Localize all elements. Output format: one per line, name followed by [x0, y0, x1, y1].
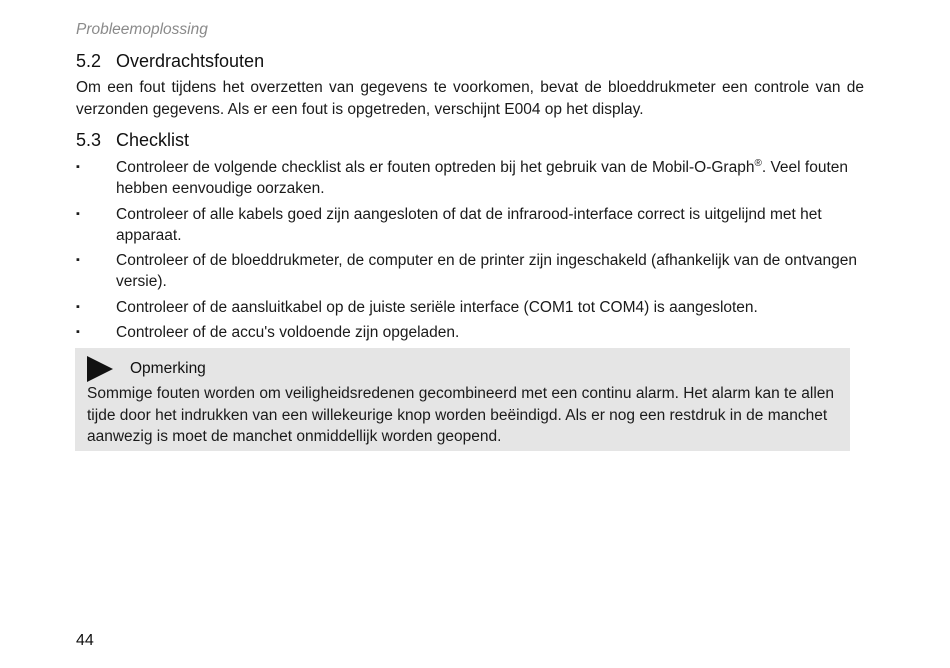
bullet-icon: ▪	[76, 161, 80, 173]
page-number: 44	[76, 632, 94, 649]
section-number: 5.2	[76, 51, 102, 71]
document-page	[76, 0, 864, 668]
section-heading-5-2	[76, 51, 264, 72]
bullet-icon: ▪	[76, 254, 80, 266]
checklist-item-text: Controleer of de accu's voldoende zijn opgeladen.	[116, 324, 460, 341]
play-triangle-icon	[87, 356, 113, 382]
checklist-item	[76, 250, 864, 292]
note-body: Sommige fouten worden om veiligheidsredenen gecombineerd met een continu alarm. Het alarm kan te allen tijde door het indrukken van een willekeurige knop worden beëindigd. Als er nog een restdruk in de manchet aanwezig is moet de manchet onmiddellijk worden geopend.	[87, 385, 834, 445]
section-heading-5-3	[76, 130, 189, 151]
bullet-icon: ▪	[76, 207, 80, 220]
checklist-item-text-part: . Veel fouten hebben eenvoudige oorzaken.	[116, 159, 849, 197]
note-box	[75, 348, 850, 451]
running-header: Probleemoplossing	[76, 21, 208, 38]
checklist-item-text: Controleer of alle kabels goed zijn aangesloten of dat de infrarood-interface correct is uitgelijnd met het apparaat.	[116, 205, 822, 244]
section-title: Checklist	[116, 130, 190, 150]
bullet-icon: ▪	[76, 300, 80, 313]
note-title: Opmerking	[130, 360, 206, 377]
section-title: Overdrachtsfouten	[116, 51, 265, 71]
note-header	[87, 356, 206, 382]
checklist-item-text: Controleer of de bloeddrukmeter, de computer en de printer zijn ingeschakeld (afhankelijk van de ontvangen versie).	[116, 252, 858, 290]
checklist-item-text: Controleer of de aansluitkabel op de juiste seriële interface (COM1 tot COM4) is aangesloten.	[116, 298, 758, 316]
checklist-item	[76, 157, 864, 199]
bullet-icon: ▪	[76, 326, 80, 338]
checklist-item-text	[116, 159, 848, 197]
registered-mark: ®	[754, 157, 762, 169]
section-number: 5.3	[76, 130, 102, 150]
section-5-2-paragraph: Om een fout tijdens het overzetten van gegevens te voorkomen, bevat de bloeddrukmeter een controle van de verzonden gegevens. Als er een fout is opgetreden, verschijnt E004 op het display.	[76, 79, 864, 118]
checklist-item	[76, 204, 864, 246]
checklist	[76, 157, 864, 348]
checklist-item	[76, 322, 864, 343]
checklist-item-text-part: Controleer de volgende checklist als er fouten optreden bij het gebruik van de Mobil-O-Graph	[116, 159, 755, 176]
checklist-item	[76, 297, 864, 318]
